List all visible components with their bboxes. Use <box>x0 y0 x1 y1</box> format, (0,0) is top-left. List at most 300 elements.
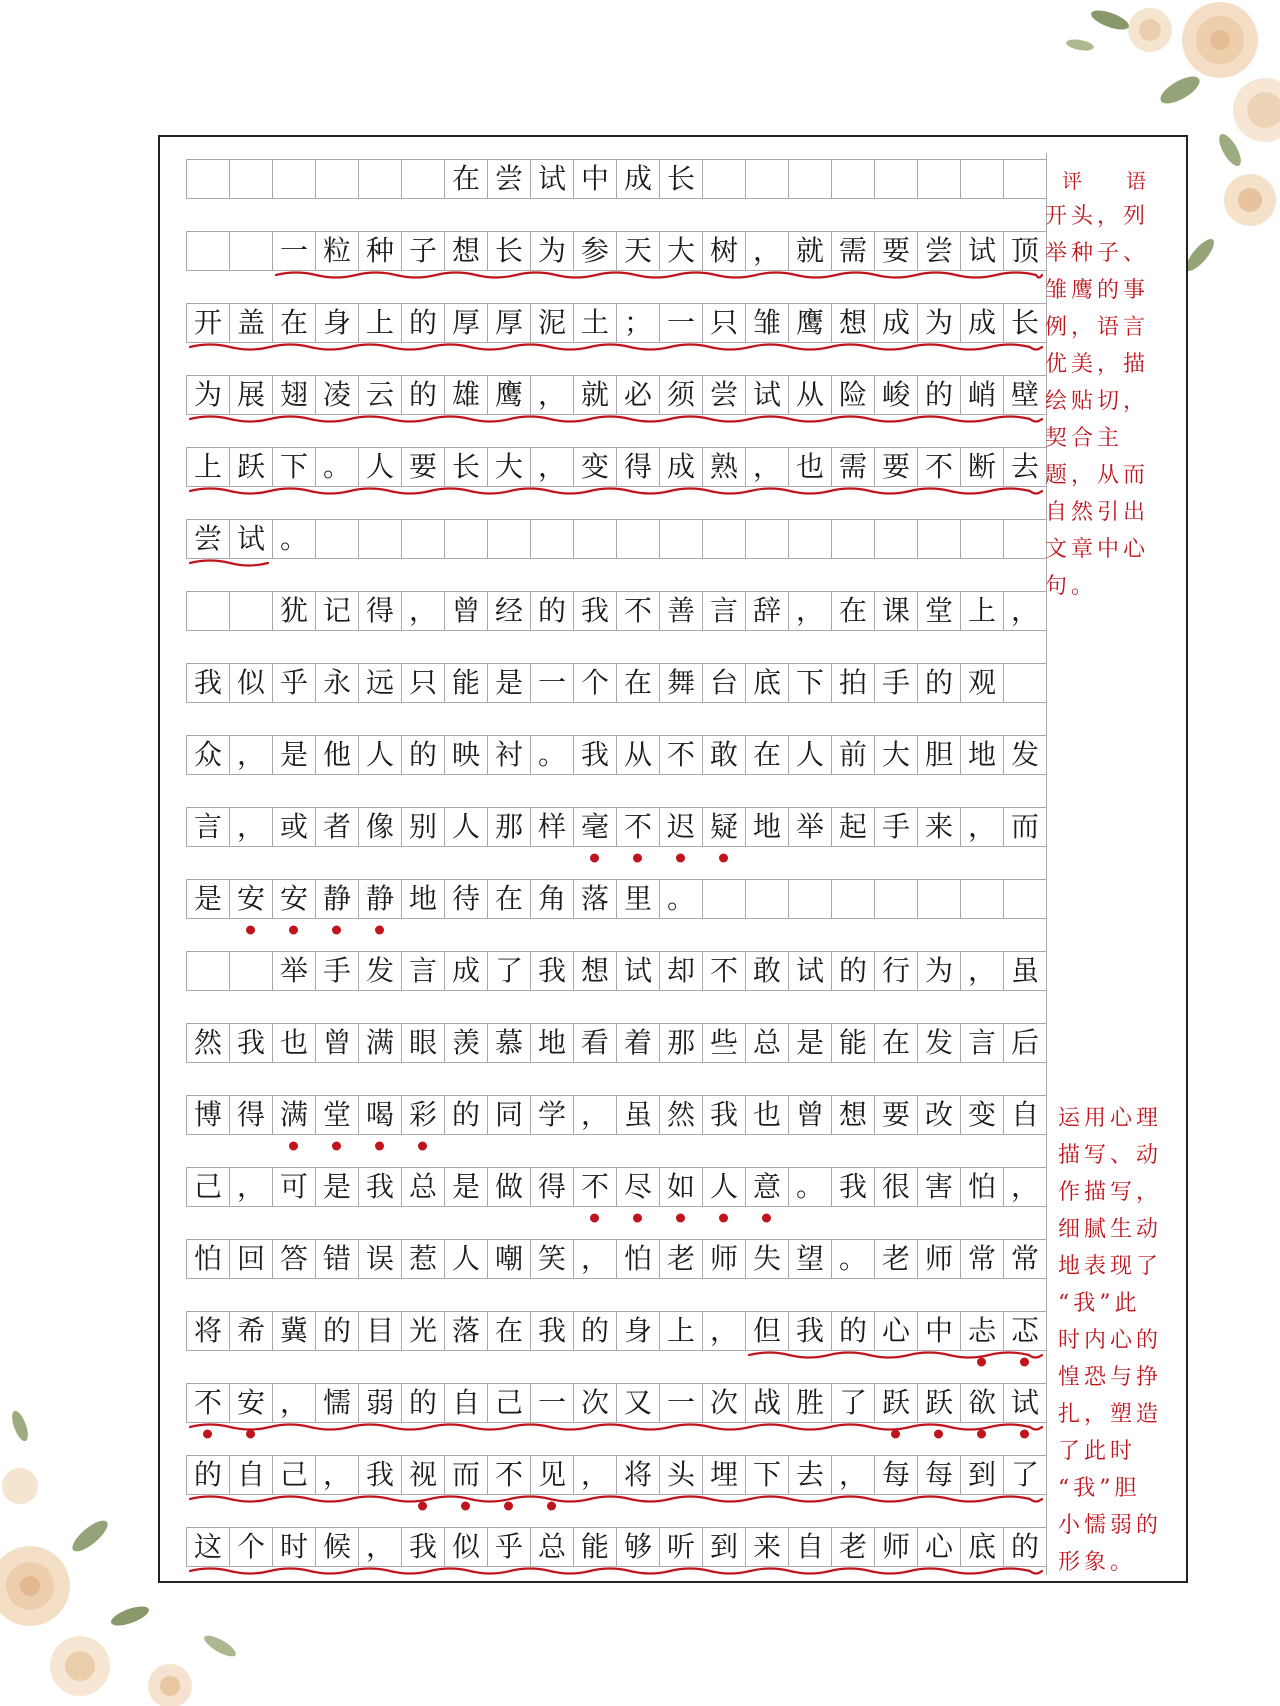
grid-cell: 云 <box>358 376 401 414</box>
grid-cell: 盖 <box>229 304 272 342</box>
grid-cell: 在 <box>444 160 487 198</box>
wavy-underline <box>190 489 1042 494</box>
grid-cell: 发 <box>917 1024 960 1062</box>
grid-cell: 时 <box>272 1528 315 1566</box>
grid-cell: 在 <box>745 736 788 774</box>
grid-cell: 来 <box>745 1528 788 1566</box>
grid-cell: ， <box>702 1312 745 1350</box>
grid-cell: 手 <box>874 664 917 702</box>
grid-cell: 需 <box>831 448 874 486</box>
emphasis-dot <box>676 1214 685 1223</box>
grid-cell: 是 <box>315 1168 358 1206</box>
grid-cell: 忑 <box>1003 1312 1046 1350</box>
grid-cell <box>358 160 401 198</box>
grid-row <box>186 1023 1046 1063</box>
grid-cell: 而 <box>444 1456 487 1494</box>
grid-cell: 必 <box>616 376 659 414</box>
grid-cell: 要 <box>401 448 444 486</box>
grid-cell: 我 <box>530 1312 573 1350</box>
grid-cell: 将 <box>616 1456 659 1494</box>
grid-cell: 在 <box>831 592 874 630</box>
grid-cell: 学 <box>530 1096 573 1134</box>
grid-cell: 误 <box>358 1240 401 1278</box>
grid-cell: 而 <box>1003 808 1046 846</box>
grid-cell: 不 <box>659 736 702 774</box>
comment-line: 优美，描 <box>1045 352 1150 377</box>
grid-cell: 但 <box>745 1312 788 1350</box>
grid-cell: 下 <box>788 664 831 702</box>
grid-cell: 我 <box>788 1312 831 1350</box>
comment-line: 细腻生动 <box>1058 1217 1163 1242</box>
grid-cell: 别 <box>401 808 444 846</box>
grid-cell: 战 <box>745 1384 788 1422</box>
grid-cell: 不 <box>487 1456 530 1494</box>
grid-cell: 回 <box>229 1240 272 1278</box>
wavy-underline <box>190 1425 1042 1430</box>
comment-line: 句。 <box>1045 574 1098 599</box>
grid-cell: 粒 <box>315 232 358 270</box>
grid-cell: 视 <box>401 1456 444 1494</box>
grid-cell: 乎 <box>272 664 315 702</box>
wavy-underline <box>749 1353 1042 1358</box>
grid-cell: 然 <box>186 1024 229 1062</box>
composition-grid <box>186 153 1047 1575</box>
grid-cell: 鹰 <box>788 304 831 342</box>
grid-cell: 不 <box>616 592 659 630</box>
emphasis-dot <box>590 854 599 863</box>
grid-cell: ， <box>272 1384 315 1422</box>
grid-cell: 自 <box>1003 1096 1046 1134</box>
grid-cell: 的 <box>315 1312 358 1350</box>
grid-cell: 了 <box>831 1384 874 1422</box>
grid-cell: 能 <box>573 1528 616 1566</box>
comment-line: 扎，塑造 <box>1058 1402 1163 1427</box>
grid-cell: 弱 <box>358 1384 401 1422</box>
grid-cell: 的 <box>401 1384 444 1422</box>
grid-cell: 常 <box>1003 1240 1046 1278</box>
grid-cell: 底 <box>745 664 788 702</box>
emphasis-dot <box>934 1430 943 1439</box>
comment-line: 绘贴切， <box>1045 389 1150 414</box>
grid-row <box>186 951 1046 991</box>
grid-cell: 。 <box>530 736 573 774</box>
grid-cell: 光 <box>401 1312 444 1350</box>
grid-cell: 犹 <box>272 592 315 630</box>
grid-row <box>186 231 1046 271</box>
grid-cell: 角 <box>530 880 573 918</box>
grid-cell: 自 <box>444 1384 487 1422</box>
grid-cell: 待 <box>444 880 487 918</box>
grid-cell: 树 <box>702 232 745 270</box>
grid-cell: 展 <box>229 376 272 414</box>
grid-cell <box>272 160 315 198</box>
grid-cell: 厚 <box>444 304 487 342</box>
grid-cell: 候 <box>315 1528 358 1566</box>
grid-row <box>186 1167 1046 1207</box>
grid-cell: 人 <box>444 808 487 846</box>
grid-cell: 落 <box>444 1312 487 1350</box>
grid-cell: 鹰 <box>487 376 530 414</box>
grid-cell: 希 <box>229 1312 272 1350</box>
grid-cell: 做 <box>487 1168 530 1206</box>
grid-cell: 我 <box>358 1456 401 1494</box>
grid-cell: 险 <box>831 376 874 414</box>
grid-cell <box>960 880 1003 918</box>
grid-cell: 跃 <box>229 448 272 486</box>
grid-cell: 的 <box>573 1312 616 1350</box>
emphasis-dot <box>1020 1430 1029 1439</box>
grid-cell: 要 <box>874 232 917 270</box>
grid-cell: 看 <box>573 1024 616 1062</box>
wavy-underline <box>276 273 1042 278</box>
grid-cell: 彩 <box>401 1096 444 1134</box>
grid-cell: 师 <box>702 1240 745 1278</box>
grid-cell: 试 <box>1003 1384 1046 1422</box>
grid-cell: 了 <box>1003 1456 1046 1494</box>
grid-cell: 来 <box>917 808 960 846</box>
comment-line: 自然引出 <box>1045 500 1150 525</box>
grid-cell: 成 <box>616 160 659 198</box>
grid-cell: 长 <box>444 448 487 486</box>
grid-cell: 的 <box>401 376 444 414</box>
grid-cell: 。 <box>831 1240 874 1278</box>
grid-cell <box>745 520 788 558</box>
grid-cell: 就 <box>788 232 831 270</box>
grid-cell: 也 <box>272 1024 315 1062</box>
grid-cell: 胜 <box>788 1384 831 1422</box>
grid-cell: 我 <box>229 1024 272 1062</box>
grid-cell: 举 <box>788 808 831 846</box>
grid-cell: ， <box>530 448 573 486</box>
grid-cell: 言 <box>401 952 444 990</box>
grid-cell: 将 <box>186 1312 229 1350</box>
grid-cell: 懦 <box>315 1384 358 1422</box>
grid-row <box>186 735 1046 775</box>
grid-cell: 需 <box>831 232 874 270</box>
emphasis-dot <box>203 1430 212 1439</box>
grid-cell: 惹 <box>401 1240 444 1278</box>
grid-cell: 老 <box>874 1240 917 1278</box>
grid-cell: 人 <box>444 1240 487 1278</box>
grid-cell: 曾 <box>444 592 487 630</box>
emphasis-dot <box>633 1214 642 1223</box>
grid-cell: 天 <box>616 232 659 270</box>
grid-cell <box>1003 664 1046 702</box>
grid-cell: 者 <box>315 808 358 846</box>
grid-cell: ， <box>1003 592 1046 630</box>
grid-cell: 要 <box>874 448 917 486</box>
grid-cell: 我 <box>358 1168 401 1206</box>
grid-cell: 长 <box>659 160 702 198</box>
grid-cell: 子 <box>401 232 444 270</box>
grid-cell: 一 <box>659 304 702 342</box>
grid-cell <box>702 880 745 918</box>
grid-cell: 眼 <box>401 1024 444 1062</box>
grid-cell: 大 <box>874 736 917 774</box>
grid-cell: 博 <box>186 1096 229 1134</box>
grid-cell <box>745 880 788 918</box>
grid-cell: 错 <box>315 1240 358 1278</box>
grid-cell: 静 <box>358 880 401 918</box>
grid-cell: 尝 <box>917 232 960 270</box>
grid-cell: 为 <box>186 376 229 414</box>
grid-cell: 记 <box>315 592 358 630</box>
grid-cell: 一 <box>272 232 315 270</box>
emphasis-dot <box>332 926 341 935</box>
grid-cell: 壁 <box>1003 376 1046 414</box>
grid-cell: 地 <box>745 808 788 846</box>
grid-cell <box>573 520 616 558</box>
comment-line: “我”胆 <box>1058 1476 1141 1501</box>
grid-cell: 次 <box>702 1384 745 1422</box>
grid-cell: 舞 <box>659 664 702 702</box>
grid-cell: 后 <box>1003 1024 1046 1062</box>
grid-cell: ， <box>229 1168 272 1206</box>
grid-cell: 答 <box>272 1240 315 1278</box>
grid-cell: 像 <box>358 808 401 846</box>
grid-cell: 欲 <box>960 1384 1003 1422</box>
grid-cell: 凌 <box>315 376 358 414</box>
grid-cell: 经 <box>487 592 530 630</box>
grid-cell: 手 <box>315 952 358 990</box>
grid-cell: 个 <box>573 664 616 702</box>
grid-cell: 是 <box>186 880 229 918</box>
grid-cell <box>917 160 960 198</box>
grid-cell: 师 <box>874 1528 917 1566</box>
grid-cell: 似 <box>229 664 272 702</box>
emphasis-dot <box>719 854 728 863</box>
grid-cell: 举 <box>272 952 315 990</box>
grid-cell: 的 <box>186 1456 229 1494</box>
grid-cell: 满 <box>358 1024 401 1062</box>
grid-cell: 。 <box>315 448 358 486</box>
grid-cell <box>831 880 874 918</box>
grid-cell: 我 <box>186 664 229 702</box>
grid-cell: 我 <box>401 1528 444 1566</box>
grid-cell: 成 <box>874 304 917 342</box>
grid-cell <box>315 160 358 198</box>
grid-cell: 次 <box>573 1384 616 1422</box>
grid-cell <box>659 520 702 558</box>
grid-cell: 老 <box>659 1240 702 1278</box>
grid-cell <box>401 520 444 558</box>
emphasis-dot <box>547 1502 556 1511</box>
grid-cell: 我 <box>573 736 616 774</box>
emphasis-dot <box>676 854 685 863</box>
grid-cell: 地 <box>401 880 444 918</box>
grid-cell: 试 <box>788 952 831 990</box>
comment-line: 开头，列 <box>1045 204 1150 229</box>
grid-cell: 人 <box>788 736 831 774</box>
grid-cell <box>960 520 1003 558</box>
emphasis-dot <box>289 926 298 935</box>
grid-cell: 得 <box>229 1096 272 1134</box>
grid-row <box>186 591 1046 631</box>
grid-cell: 同 <box>487 1096 530 1134</box>
grid-cell <box>788 160 831 198</box>
grid-cell: 是 <box>272 736 315 774</box>
grid-cell: 身 <box>616 1312 659 1350</box>
grid-cell: 种 <box>358 232 401 270</box>
emphasis-dot <box>418 1142 427 1151</box>
grid-cell: 嘲 <box>487 1240 530 1278</box>
grid-cell: 见 <box>530 1456 573 1494</box>
grid-cell: 的 <box>530 592 573 630</box>
grid-cell: 怕 <box>960 1168 1003 1206</box>
emphasis-dot <box>246 1430 255 1439</box>
grid-cell: 的 <box>444 1096 487 1134</box>
grid-cell: 的 <box>401 304 444 342</box>
grid-cell: 参 <box>573 232 616 270</box>
essay-paper <box>158 135 1188 1583</box>
grid-cell: 曾 <box>788 1096 831 1134</box>
grid-cell: 起 <box>831 808 874 846</box>
grid-cell: 变 <box>573 448 616 486</box>
grid-cell: 为 <box>530 232 573 270</box>
grid-cell: 课 <box>874 592 917 630</box>
grid-cell: ， <box>530 376 573 414</box>
grid-cell <box>444 520 487 558</box>
grid-cell: 为 <box>917 952 960 990</box>
grid-cell: 变 <box>960 1096 1003 1134</box>
grid-cell <box>530 520 573 558</box>
grid-cell: 言 <box>702 592 745 630</box>
grid-cell: 不 <box>917 448 960 486</box>
grid-cell: 在 <box>487 1312 530 1350</box>
grid-cell <box>788 880 831 918</box>
grid-cell: 的 <box>831 952 874 990</box>
grid-cell: ， <box>831 1456 874 1494</box>
emphasis-dot <box>375 1142 384 1151</box>
comment-heading: 评 语 <box>1062 169 1158 193</box>
grid-cell: 众 <box>186 736 229 774</box>
grid-cell <box>186 160 229 198</box>
grid-cell: 想 <box>831 304 874 342</box>
comment-line: 了此时 <box>1058 1439 1137 1464</box>
grid-cell: 顶 <box>1003 232 1046 270</box>
grid-cell <box>358 520 401 558</box>
comment-line: 契合主 <box>1045 426 1124 451</box>
grid-cell: 不 <box>573 1168 616 1206</box>
grid-cell: 大 <box>659 232 702 270</box>
grid-cell: 了 <box>487 952 530 990</box>
grid-cell: ， <box>229 808 272 846</box>
grid-cell: ， <box>745 232 788 270</box>
grid-cell: 想 <box>831 1096 874 1134</box>
grid-cell <box>831 160 874 198</box>
grid-row <box>186 303 1046 343</box>
grid-cell: 然 <box>659 1096 702 1134</box>
comment-line: 文章中心 <box>1045 537 1150 562</box>
grid-cell: ； <box>616 304 659 342</box>
grid-cell: 却 <box>659 952 702 990</box>
emphasis-dot <box>762 1214 771 1223</box>
grid-cell: 成 <box>659 448 702 486</box>
grid-cell: 的 <box>917 664 960 702</box>
grid-cell: ， <box>315 1456 358 1494</box>
grid-cell: 只 <box>702 304 745 342</box>
grid-cell <box>229 592 272 630</box>
grid-cell: ， <box>573 1096 616 1134</box>
grid-cell <box>874 520 917 558</box>
grid-cell: 峻 <box>874 376 917 414</box>
comment-line: 小懦弱的 <box>1058 1513 1163 1538</box>
grid-cell: 成 <box>960 304 1003 342</box>
grid-cell: 埋 <box>702 1456 745 1494</box>
grid-cell <box>229 952 272 990</box>
grid-cell: 尽 <box>616 1168 659 1206</box>
emphasis-dot <box>633 854 642 863</box>
grid-cell <box>1003 520 1046 558</box>
grid-cell <box>229 232 272 270</box>
grid-cell: 。 <box>659 880 702 918</box>
grid-cell: 也 <box>788 448 831 486</box>
grid-cell: 衬 <box>487 736 530 774</box>
grid-cell: 目 <box>358 1312 401 1350</box>
grid-cell: 为 <box>917 304 960 342</box>
grid-cell: 土 <box>573 304 616 342</box>
grid-cell: 地 <box>960 736 1003 774</box>
grid-cell: 又 <box>616 1384 659 1422</box>
grid-cell: 须 <box>659 376 702 414</box>
grid-cell: 。 <box>788 1168 831 1206</box>
grid-cell: 发 <box>1003 736 1046 774</box>
grid-cell: ， <box>573 1240 616 1278</box>
wavy-underline <box>190 1569 1042 1574</box>
grid-cell: 映 <box>444 736 487 774</box>
grid-cell: 一 <box>530 1384 573 1422</box>
grid-cell <box>1003 160 1046 198</box>
grid-cell: 是 <box>487 664 530 702</box>
grid-cell: 得 <box>358 592 401 630</box>
grid-cell: 每 <box>874 1456 917 1494</box>
comment-line: 例，语言 <box>1045 315 1150 340</box>
grid-cell: 这 <box>186 1528 229 1566</box>
grid-cell: 害 <box>917 1168 960 1206</box>
grid-cell <box>186 592 229 630</box>
comment-line: 地表现了 <box>1058 1254 1163 1279</box>
grid-cell: 是 <box>444 1168 487 1206</box>
grid-cell: 虽 <box>1003 952 1046 990</box>
grid-cell: 想 <box>573 952 616 990</box>
grid-cell: 长 <box>487 232 530 270</box>
grid-cell: 雏 <box>745 304 788 342</box>
grid-row <box>186 159 1046 199</box>
wavy-underline <box>190 561 268 566</box>
grid-cell: 雄 <box>444 376 487 414</box>
grid-cell: 总 <box>745 1024 788 1062</box>
grid-cell: 每 <box>917 1456 960 1494</box>
grid-cell: 敢 <box>745 952 788 990</box>
grid-cell: 上 <box>186 448 229 486</box>
grid-cell: 能 <box>444 664 487 702</box>
emphasis-dot <box>891 1430 900 1439</box>
grid-cell: 厚 <box>487 304 530 342</box>
emphasis-dot <box>246 926 255 935</box>
grid-cell: 跃 <box>874 1384 917 1422</box>
grid-cell: 言 <box>186 808 229 846</box>
grid-cell: 人 <box>358 448 401 486</box>
grid-cell: 行 <box>874 952 917 990</box>
comment-line: 惶恐与挣 <box>1058 1365 1163 1390</box>
grid-row <box>186 519 1046 559</box>
emphasis-dot <box>977 1430 986 1439</box>
grid-cell: 中 <box>573 160 616 198</box>
grid-cell: 前 <box>831 736 874 774</box>
grid-row <box>186 1239 1046 1279</box>
grid-cell: 发 <box>358 952 401 990</box>
grid-cell: 如 <box>659 1168 702 1206</box>
